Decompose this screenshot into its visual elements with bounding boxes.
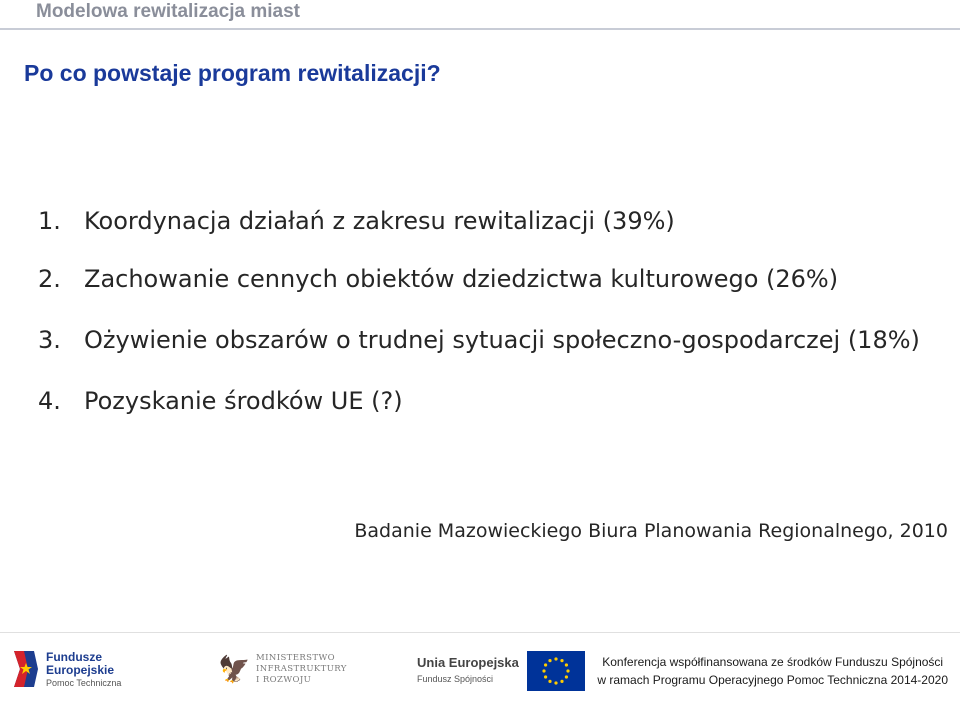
fundusze-europejskie-logo (10, 647, 130, 693)
ue-line1: Unia Europejska (417, 655, 519, 670)
list-item-text: Ożywienie obszarów o trudnej sytuacji społeczno-gospodarczej (18%) (84, 326, 920, 354)
list-item-text: Zachowanie cennych obiektów dziedzictwa kulturowego (26%) (84, 265, 839, 293)
fundusze-europejskie-flag-icon (12, 649, 40, 689)
fe-line3: Pomoc Techniczna (46, 678, 122, 688)
list-item-number: 3. (38, 326, 61, 354)
funding-credit-line2: w ramach Programu Operacyjnego Pomoc Techniczna 2014-2020 (597, 673, 948, 687)
fe-line1: Fundusze (46, 650, 102, 664)
list-item-number: 4. (38, 387, 61, 415)
list-item-text: Pozyskanie środków UE (?) (84, 387, 403, 415)
funding-credit (597, 653, 948, 689)
eu-flag-icon (527, 651, 585, 691)
header-title: Modelowa rewitalizacja miast (36, 1, 300, 22)
unia-europejska-text (417, 655, 519, 687)
source-note: Badanie Mazowieckiego Biura Planowania Regionalnego, 2010 (354, 520, 948, 542)
list-item (38, 308, 938, 372)
reasons-list (38, 192, 938, 430)
min-line1: MINISTERSTWO (256, 653, 335, 663)
list-item-number: 2. (38, 265, 61, 293)
list-item (38, 372, 938, 430)
ministry-logo (218, 651, 348, 693)
fundusze-europejskie-text (46, 651, 121, 690)
ministry-text (256, 653, 347, 686)
list-item-number: 1. (38, 207, 61, 235)
unia-europejska-logo (415, 651, 575, 691)
min-line2: INFRASTRUKTURY (256, 664, 347, 674)
eagle-emblem-icon: 🦅 (218, 654, 251, 684)
header-bar (0, 0, 960, 30)
footer (0, 632, 960, 701)
list-item (38, 250, 938, 308)
list-item-text: Koordynacja działań z zakresu rewitalizacji (39%) (84, 207, 675, 235)
ue-line2: Fundusz Spójności (417, 674, 494, 684)
slide-question: Po co powstaje program rewitalizacji? (24, 60, 441, 86)
list-item (38, 192, 938, 250)
funding-credit-line1: Konferencja współfinansowana ze środków Funduszu Spójności (602, 655, 944, 669)
min-line3: I ROZWOJU (256, 675, 312, 685)
fe-line2: Europejskie (46, 663, 115, 677)
